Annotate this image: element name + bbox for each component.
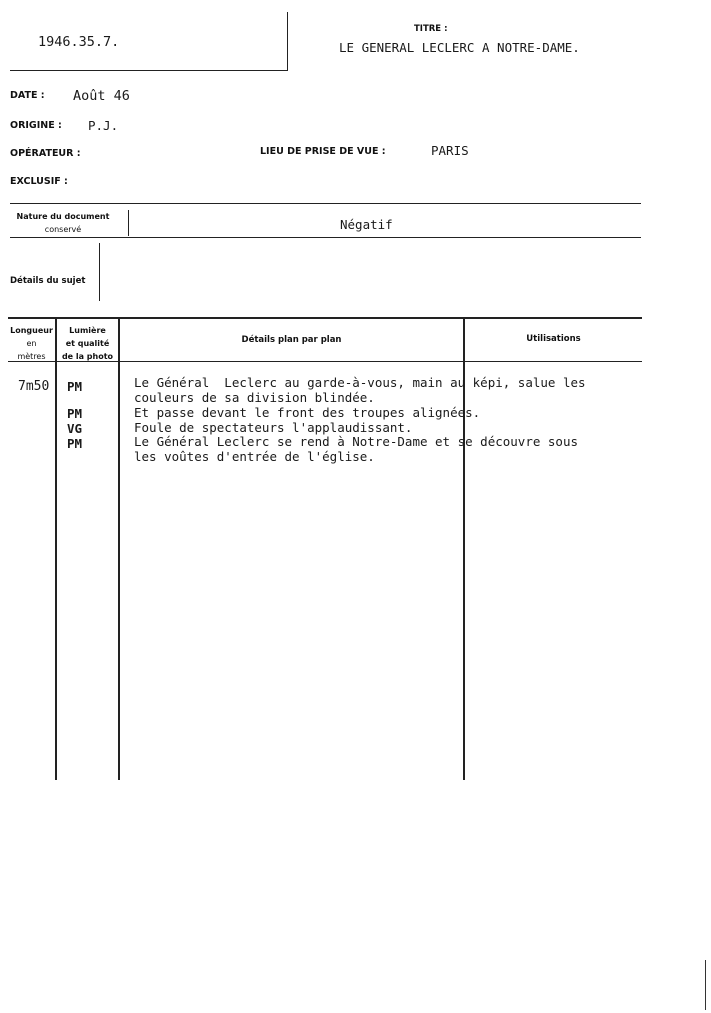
table-top-rule — [8, 317, 642, 319]
detail-line-1: Le Général Leclerc au garde-à-vous, main au képi, salue les — [134, 375, 586, 390]
nature-value: Négatif — [340, 217, 393, 232]
origine-label: ORIGINE : — [10, 120, 62, 131]
operateur-label: OPÉRATEUR : — [10, 148, 81, 159]
header-divider-vertical — [287, 12, 288, 70]
exclusif-label: EXCLUSIF : — [10, 176, 68, 187]
origine-value: P.J. — [88, 118, 119, 133]
reference-number: 1946.35.7. — [38, 34, 120, 50]
quality-code-3: VG — [67, 421, 83, 436]
nature-bottom-rule — [10, 237, 641, 238]
table-col-divider-2 — [118, 318, 120, 780]
longueur-value: 7m50 — [18, 379, 50, 394]
header-utilisations: Utilisations — [526, 334, 581, 344]
header-longueur-line3: mètres — [17, 352, 46, 361]
detail-line-2: couleurs de sa division blindée. — [134, 390, 375, 405]
lieu-label: LIEU DE PRISE DE VUE : — [260, 146, 386, 157]
quality-code-4: PM — [67, 436, 83, 451]
nature-bracket — [128, 210, 129, 236]
details-sujet-bracket — [99, 243, 100, 301]
header-longueur-line2: en — [26, 339, 37, 348]
document-title: LE GENERAL LECLERC A NOTRE-DAME. — [339, 40, 580, 55]
header-details: Détails plan par plan — [241, 335, 342, 345]
quality-code-1: PM — [67, 379, 83, 394]
date-label: DATE : — [10, 90, 45, 101]
date-value: Août 46 — [73, 88, 130, 104]
nature-top-rule — [10, 203, 641, 204]
nature-label — [8, 210, 118, 236]
nature-label-line1: Nature du document — [16, 212, 110, 221]
nature-label-line2: conservé — [44, 225, 82, 234]
header-lumiere-line3: de la photo — [61, 352, 114, 361]
quality-code-2: PM — [67, 406, 83, 421]
header-lumiere — [57, 324, 118, 363]
page-edge-mark — [705, 960, 706, 1010]
detail-line-5: Le Général Leclerc se rend à Notre-Dame et se découvre sous — [134, 434, 579, 449]
detail-line-6: les voûtes d'entrée de l'église. — [134, 449, 375, 464]
header-lumiere-line1: Lumière — [69, 326, 106, 335]
lieu-value: PARIS — [431, 143, 469, 158]
title-label: TITRE : — [414, 24, 448, 34]
header-lumiere-line2: et qualité — [65, 339, 110, 348]
header-divider-horizontal — [10, 70, 288, 71]
header-longueur — [8, 324, 55, 363]
detail-line-4: Foule de spectateurs l'applaudissant. — [134, 420, 413, 435]
header-longueur-line1: Longueur — [10, 326, 53, 335]
detail-line-3: Et passe devant le front des troupes alignées. — [134, 405, 481, 420]
table-col-divider-1 — [55, 318, 57, 780]
details-sujet-label: Détails du sujet — [10, 276, 86, 286]
